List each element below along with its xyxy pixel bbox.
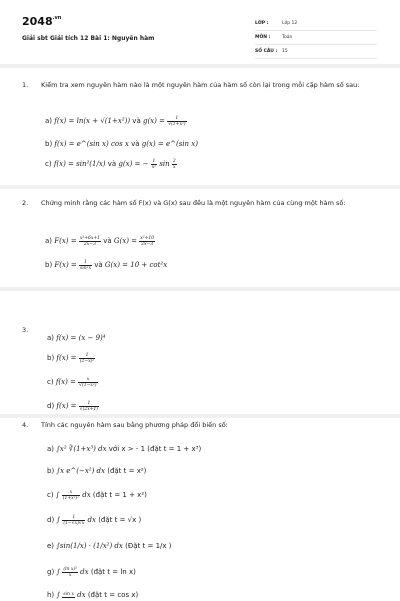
q2-item-b: b) F(x) = $\frac{1}{\text{sin²x}}$ và G(x) = 10 + cot²x [45,259,168,271]
question-text: Chứng minh rằng các hàm số F(x) và G(x) sau đều là một nguyên hàm của cùng một hàm số: [41,199,346,207]
meta-label: MÔN : [255,35,271,40]
section-divider [0,185,400,189]
meta-value: 15 [282,49,288,54]
fraction: $\frac{1}{(1-√x)√x}$ [63,514,85,526]
q4-item-d: d) ∫ $\frac{1}{(1-√x)√x}$ dx (đặt t = √x ) [47,514,142,526]
fraction: $\frac{1}{\text{√(1+x²)}}$ [168,115,186,127]
section-divider [0,287,400,291]
question-2 [22,198,382,218]
fraction: $\frac{1}{√(2x+1)}$ [79,400,99,412]
site-logo[interactable]: $2048^{.vn}$ [22,15,62,28]
section-divider [0,64,400,68]
meta-row-class [255,17,377,31]
question-text: Tính các nguyên hàm sau bằng phương pháp đổi biến số: [41,421,228,429]
section-divider [0,414,400,418]
fraction: $\frac{\text{(ln x)²}}{x}$ [63,566,77,578]
question-number: 3. [22,326,29,334]
question-number: 1. [22,81,29,89]
fraction: $\frac{x}{\text{(1+x²)²}}$ [62,489,80,501]
question-number: 2. [22,199,29,207]
fraction: sin x [63,592,74,597]
page-title: Giải sbt Giải tích 12 Bài 1: Nguyên hàm [22,35,155,42]
meta-row-subject [255,31,377,45]
fraction: $\frac{\text{x²+6x+1}}{2x-3}$ [79,235,101,247]
q4-item-b: b) ∫x e^(−x²) dx (đặt t = x²) [47,467,147,475]
q3-item-d: d) f(x) = $\frac{1}{√(2x+1)}$ [47,400,99,412]
meta-value: Lớp 12 [282,21,298,26]
question-1 [22,80,382,100]
q1-item-c: c) f(x) = sin²(1/x) và g(x) = − $\frac{1}{\text{x²}}$ sin $\frac{2}{x}$ [45,158,176,170]
question-number: 4. [22,421,29,429]
q1-item-a: a) f(x) = ln(x + √(1+x²)) và g(x) = $\frac{1}{\text{√(1+x²)}}$ [45,115,186,127]
fraction: $\frac{1}{\text{x²}}$ [151,158,157,170]
fraction: $\frac{1}{\text{(2−x)²}}$ [79,352,95,364]
q2-item-a: a) F(x) = $\frac{\text{x²+6x+1}}{2x-3}$ và G(x) = $\frac{\text{x²+10}}{2x-3}$ [45,235,155,247]
q4-item-a: a) ∫x² ∛(1+x³) dx với x > - 1 (đặt t = 1 + x³) [47,445,202,453]
question-4 [22,420,382,432]
q1-item-b: b) f(x) = e^(sin x) cos x và g(x) = e^(sin x) [45,140,198,148]
q4-item-e: e) ∫sin(1/x) · (1/x²) dx (Đặt t = 1/x ) [47,542,172,550]
meta-label: SỐ CÂU : [255,49,278,54]
fraction: $\frac{\text{x²+10}}{2x-3}$ [140,235,155,247]
meta-info [255,17,377,59]
q3-item-c: c) f(x) = $\frac{x}{\text{√(1−x²)}}$ [47,376,97,388]
fraction: $\frac{2}{x}$ [172,158,176,170]
q4-item-c: c) ∫ $\frac{x}{\text{(1+x²)²}}$ dx (đặt t = 1 + x²) [47,489,147,501]
fraction: $\frac{x}{\text{√(1−x²)}}$ [79,376,97,388]
q4-item-g: g) ∫ $\frac{\text{(ln x)²}}{x}$ dx (đặt t = ln x) [47,566,136,578]
meta-row-count [255,45,377,59]
page-header [0,0,400,64]
logo-suffix: .vn [52,15,62,21]
meta-label: LỚP : [255,21,269,26]
q4-item-h: h) ∫ sin x dx (đặt t = cos x) [47,591,139,599]
fraction: $\frac{1}{\text{sin²x}}$ [80,259,92,271]
question-text: Kiểm tra xem nguyên hàm nào là một nguyên hàm của hàm số còn lại trong mỗi cặp hàm số sau: [41,81,360,89]
q3-item-b: b) f(x) = $\frac{1}{\text{(2−x)²}}$ [47,352,95,364]
meta-value: Toán [282,35,293,40]
q3-item-a: a) f(x) = (x − 9)⁴ [47,334,106,342]
